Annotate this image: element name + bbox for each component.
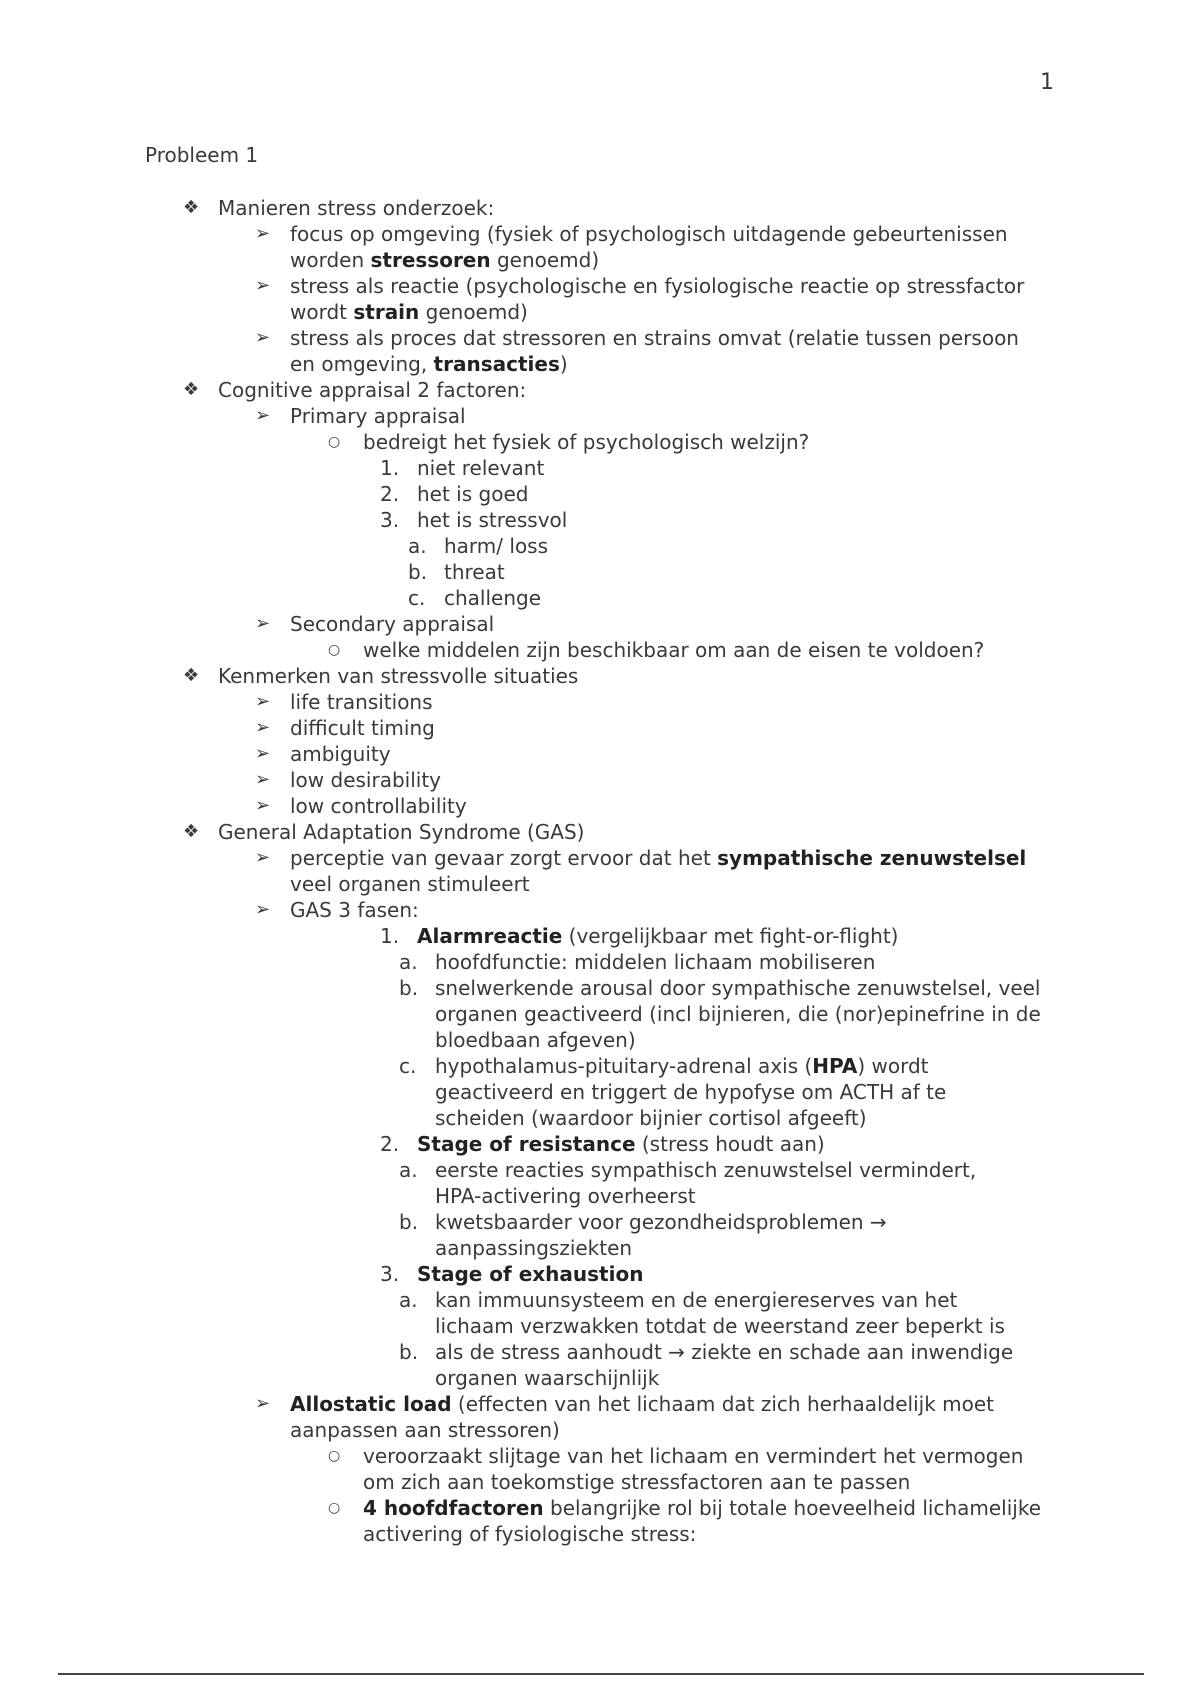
list-number: 1. xyxy=(380,924,400,948)
list-item-text: veroorzaakt slijtage van het lichaam en vermindert het vermogen xyxy=(363,1444,1024,1468)
list-letter: b. xyxy=(399,1210,419,1234)
list-letter: a. xyxy=(399,950,418,974)
section-heading: Manieren stress onderzoek: xyxy=(218,196,495,220)
list-item-text: om zich aan toekomstige stressfactoren aan te passen xyxy=(363,1470,911,1494)
arrow-bullet-icon: ➢ xyxy=(255,769,271,790)
circle-bullet-icon: ○ xyxy=(328,642,341,658)
list-letter: a. xyxy=(399,1158,418,1182)
document-title: Probleem 1 xyxy=(145,143,259,167)
list-item-text: challenge xyxy=(444,586,542,610)
phase-title: Alarmreactie (vergelijkbaar met fight-or-flight) xyxy=(417,924,899,948)
arrow-bullet-icon: ➢ xyxy=(255,223,271,244)
phase-title: Stage of resistance (stress houdt aan) xyxy=(417,1132,825,1156)
list-item-text: het is goed xyxy=(417,482,529,506)
list-item-text: threat xyxy=(444,560,505,584)
list-item-text: hoofdfunctie: middelen lichaam mobiliseren xyxy=(435,950,876,974)
page-number: 1 xyxy=(1040,70,1054,95)
section-heading: General Adaptation Syndrome (GAS) xyxy=(218,820,585,844)
list-letter: b. xyxy=(399,976,419,1000)
list-item-text: veel organen stimuleert xyxy=(290,872,530,896)
section-heading: Kenmerken van stressvolle situaties xyxy=(218,664,579,688)
list-item-text: stress als reactie (psychologische en fysiologische reactie op stressfactor xyxy=(290,274,1025,298)
circle-bullet-icon: ○ xyxy=(328,1500,341,1516)
arrow-bullet-icon: ➢ xyxy=(255,717,271,738)
diamond-bullet-icon: ❖ xyxy=(183,665,200,686)
diamond-bullet-icon: ❖ xyxy=(183,821,200,842)
list-item-text: niet relevant xyxy=(417,456,545,480)
list-letter: b. xyxy=(399,1340,419,1364)
list-number: 2. xyxy=(380,482,400,506)
list-item-text: GAS 3 fasen: xyxy=(290,898,419,922)
circle-bullet-icon: ○ xyxy=(328,434,341,450)
list-letter: b. xyxy=(408,560,428,584)
list-letter: c. xyxy=(408,586,426,610)
list-item-text: Primary appraisal xyxy=(290,404,466,428)
list-letter: a. xyxy=(399,1288,418,1312)
list-item-text: welke middelen zijn beschikbaar om aan de eisen te voldoen? xyxy=(363,638,985,662)
list-item-text: Allostatic load (effecten van het lichaam dat zich herhaaldelijk moet xyxy=(290,1392,995,1416)
list-item-text: HPA-activering overheerst xyxy=(435,1184,696,1208)
list-item-text: aanpassen aan stressoren) xyxy=(290,1418,560,1442)
list-item-text: organen geactiveerd (incl bijnieren, die (nor)epinefrine in de xyxy=(435,1002,1041,1026)
list-item-text: lichaam verzwakken totdat de weerstand zeer beperkt is xyxy=(435,1314,1005,1338)
list-item-text: low controllability xyxy=(290,794,467,818)
list-number: 3. xyxy=(380,1262,400,1286)
list-number: 3. xyxy=(380,508,400,532)
list-item-text: harm/ loss xyxy=(444,534,549,558)
arrow-bullet-icon: ➢ xyxy=(255,613,271,634)
arrow-bullet-icon: ➢ xyxy=(255,899,271,920)
list-item-text: scheiden (waardoor bijnier cortisol afgeeft) xyxy=(435,1106,867,1130)
list-letter: a. xyxy=(408,534,427,558)
list-item-text: life transitions xyxy=(290,690,433,714)
list-item-text: geactiveerd en triggert de hypofyse om ACTH af te xyxy=(435,1080,947,1104)
list-item-text: activering of fysiologische stress: xyxy=(363,1522,697,1546)
list-item-text: low desirability xyxy=(290,768,442,792)
list-item-text: difficult timing xyxy=(290,716,435,740)
arrow-bullet-icon: ➢ xyxy=(255,1393,271,1414)
circle-bullet-icon: ○ xyxy=(328,1448,341,1464)
list-letter: c. xyxy=(399,1054,417,1078)
list-item-text: stress als proces dat stressoren en strains omvat (relatie tussen persoon xyxy=(290,326,1019,350)
list-item-text: bedreigt het fysiek of psychologisch welzijn? xyxy=(363,430,810,454)
arrow-bullet-icon: ➢ xyxy=(255,847,271,868)
footer-divider xyxy=(58,1673,1144,1675)
list-item-text: organen waarschijnlijk xyxy=(435,1366,660,1390)
diamond-bullet-icon: ❖ xyxy=(183,379,200,400)
list-item-text: bloedbaan afgeven) xyxy=(435,1028,636,1052)
phase-title: Stage of exhaustion xyxy=(417,1262,644,1286)
list-item-text: hypothalamus-pituitary-adrenal axis (HPA) wordt xyxy=(435,1054,929,1078)
list-item-text: en omgeving, transacties) xyxy=(290,352,568,376)
arrow-bullet-icon: ➢ xyxy=(255,795,271,816)
list-number: 2. xyxy=(380,1132,400,1156)
arrow-bullet-icon: ➢ xyxy=(255,275,271,296)
arrow-bullet-icon: ➢ xyxy=(255,691,271,712)
list-item-text: ambiguity xyxy=(290,742,391,766)
list-item-text: 4 hoofdfactoren belangrijke rol bij totale hoeveelheid lichamelijke xyxy=(363,1496,1042,1520)
list-item-text: aanpassingsziekten xyxy=(435,1236,633,1260)
list-item-text: eerste reacties sympathisch zenuwstelsel vermindert, xyxy=(435,1158,977,1182)
list-item-text: snelwerkende arousal door sympathische zenuwstelsel, veel xyxy=(435,976,1041,1000)
list-item-text: kwetsbaarder voor gezondheidsproblemen → xyxy=(435,1210,887,1234)
arrow-bullet-icon: ➢ xyxy=(255,327,271,348)
list-item-text: Secondary appraisal xyxy=(290,612,495,636)
list-item-text: als de stress aanhoudt → ziekte en schade aan inwendige xyxy=(435,1340,1014,1364)
list-item-text: perceptie van gevaar zorgt ervoor dat het sympathische zenuwstelsel xyxy=(290,846,1027,870)
list-item-text: kan immuunsysteem en de energiereserves van het xyxy=(435,1288,958,1312)
list-number: 1. xyxy=(380,456,400,480)
list-item-text: worden stressoren genoemd) xyxy=(290,248,600,272)
list-item-text: wordt strain genoemd) xyxy=(290,300,528,324)
list-item-text: het is stressvol xyxy=(417,508,568,532)
arrow-bullet-icon: ➢ xyxy=(255,743,271,764)
section-heading: Cognitive appraisal 2 factoren: xyxy=(218,378,527,402)
list-item-text: focus op omgeving (fysiek of psychologisch uitdagende gebeurtenissen xyxy=(290,222,1008,246)
diamond-bullet-icon: ❖ xyxy=(183,197,200,218)
arrow-bullet-icon: ➢ xyxy=(255,405,271,426)
